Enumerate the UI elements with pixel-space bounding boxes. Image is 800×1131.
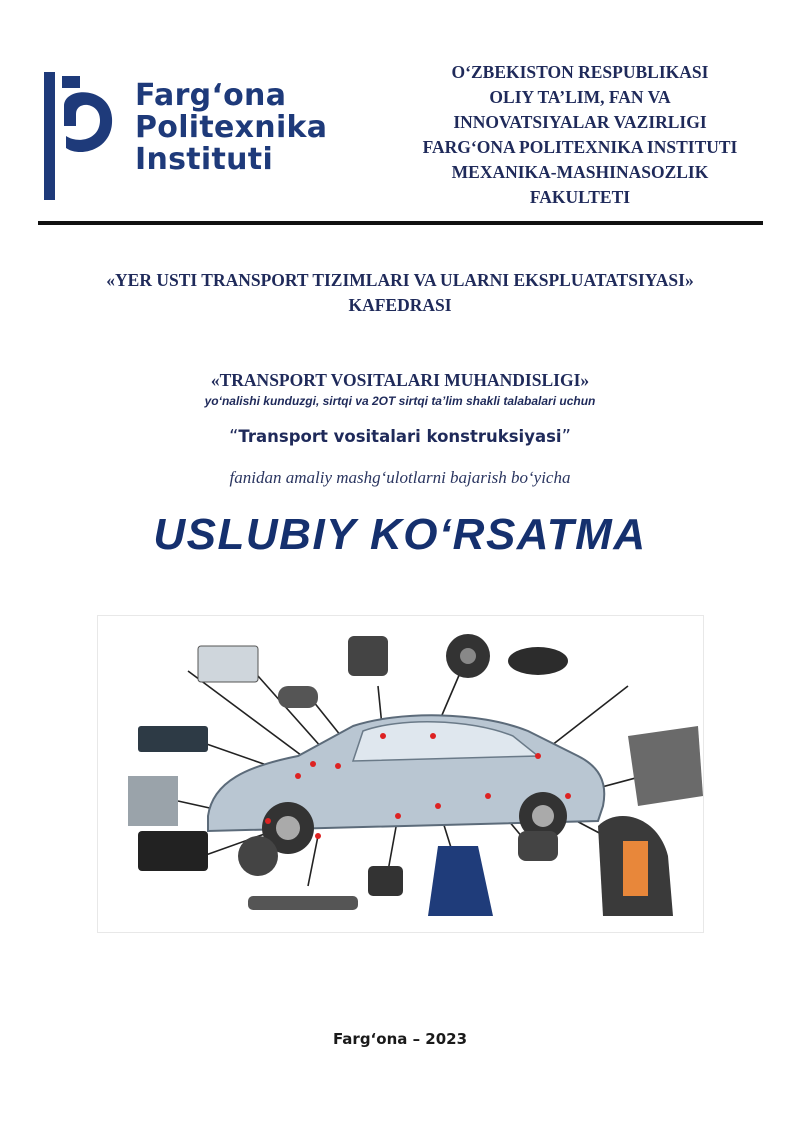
- document-type-title: USLUBIY KO‘RSATMA: [153, 510, 647, 559]
- study-direction-subtitle: yo‘nalishi kunduzgi, sirtqi va 2OT sirtqi ta’lim shakli talabalari uchun: [204, 394, 596, 408]
- department-label: KAFEDRASI: [348, 295, 452, 315]
- car-components-diagram-icon: [98, 616, 703, 932]
- institute-logo-icon: [40, 66, 120, 206]
- subject-name: Transport vositalari konstruksiyasi: [238, 427, 562, 446]
- city-year: Farg‘ona – 2023: [332, 1030, 468, 1048]
- institute-name: [135, 80, 327, 176]
- ministry-line: MEXANIKA-MASHINASOZLIK: [451, 162, 709, 182]
- practicum-description: fanidan amaliy mashg‘ulotlarni bajarish bo‘yicha: [229, 468, 571, 487]
- subject-title: [100, 426, 700, 447]
- department-heading: [40, 268, 760, 318]
- subject-close-quote: ”: [561, 426, 571, 447]
- institute-logo: [40, 66, 340, 206]
- department-name: «YER USTI TRANSPORT TIZIMLARI VA ULARNI EKSPLUATATSIYASI»: [106, 270, 694, 290]
- institute-name-line2: Politexnika: [135, 110, 328, 145]
- institute-name-line3: Instituti: [135, 142, 274, 177]
- ministry-line: OLIY TA’LIM, FAN VA: [489, 87, 671, 107]
- institute-name-line1: Farg‘ona: [135, 78, 287, 113]
- header-divider: [38, 221, 763, 225]
- car-components-illustration: [97, 615, 704, 933]
- subject-open-quote: “: [229, 426, 239, 447]
- ministry-line: O‘ZBEKISTON RESPUBLIKASI: [451, 62, 709, 82]
- ministry-line: FAKULTETI: [529, 187, 631, 207]
- study-direction-title: «TRANSPORT VOSITALARI MUHANDISLIGI»: [210, 370, 590, 390]
- ministry-header: [410, 60, 750, 210]
- ministry-line: INNOVATSIYALAR VAZIRLIGI: [453, 112, 707, 132]
- ministry-line: FARG‘ONA POLITEXNIKA INSTITUTI: [422, 137, 738, 157]
